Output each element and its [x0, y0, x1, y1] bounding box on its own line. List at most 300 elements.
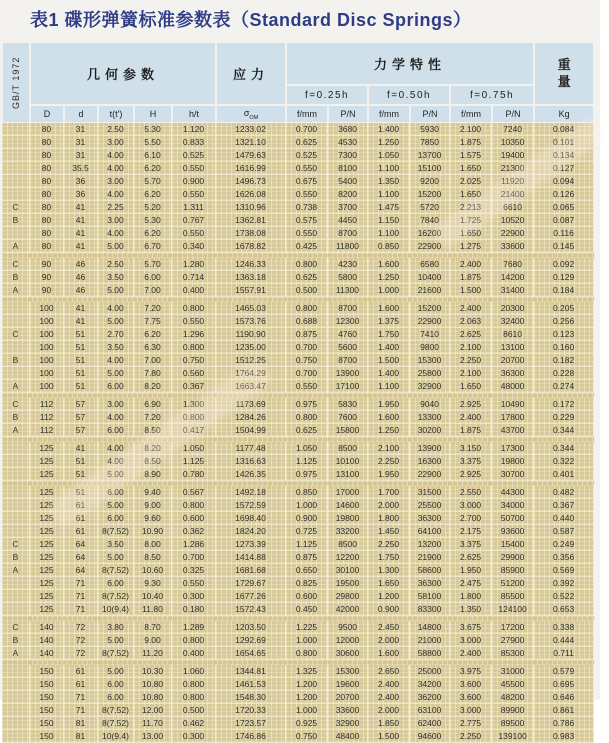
col-d: d [64, 105, 98, 123]
cell-f_050h: 1.300 [368, 564, 410, 577]
cell-t: 4.00 [98, 149, 134, 162]
cell-t: 6.00 [98, 486, 134, 499]
cell-f_025h: 0.650 [286, 564, 328, 577]
cell-p_050h: 14800 [410, 621, 450, 634]
cell-kg: 0.094 [534, 175, 594, 188]
cell-p_075h: 20300 [492, 302, 534, 315]
cell-D: 80 [30, 175, 64, 188]
cell-t: 6.00 [98, 691, 134, 704]
cell-sigma_om: 1824.20 [216, 525, 286, 538]
table-row [2, 678, 594, 691]
cell-p_025h: 7600 [328, 411, 368, 424]
cell-h_t: 1.280 [172, 258, 216, 271]
cell-kg: 0.101 [534, 136, 594, 149]
cell-H: 10.30 [134, 665, 172, 678]
col-p-050h: P/N [410, 105, 450, 123]
cell-p_050h: 9800 [410, 341, 450, 354]
cell-type: C [2, 201, 30, 214]
cell-f_025h: 0.550 [286, 188, 328, 201]
col-D: D [30, 105, 64, 123]
cell-p_075h: 31400 [492, 284, 534, 297]
cell-H: 5.50 [134, 136, 172, 149]
cell-d: 31 [64, 149, 98, 162]
header-mechanical: 力学特性 [286, 42, 534, 85]
cell-h_t: 1.296 [172, 328, 216, 341]
cell-p_075h: 13100 [492, 341, 534, 354]
cell-p_050h: 63100 [410, 704, 450, 717]
cell-type: B [2, 634, 30, 647]
cell-f_075h: 2.700 [450, 512, 492, 525]
cell-p_025h: 33200 [328, 525, 368, 538]
cell-p_025h: 8700 [328, 227, 368, 240]
cell-p_025h: 3680 [328, 123, 368, 136]
cell-p_075h: 20700 [492, 354, 534, 367]
cell-D: 100 [30, 315, 64, 328]
cell-D: 80 [30, 214, 64, 227]
cell-type [2, 455, 30, 468]
cell-d: 81 [64, 730, 98, 743]
cell-p_025h: 13900 [328, 367, 368, 380]
cell-kg: 0.123 [534, 328, 594, 341]
cell-kg: 0.695 [534, 678, 594, 691]
cell-d: 61 [64, 678, 98, 691]
cell-type [2, 302, 30, 315]
cell-f_050h: 1.700 [368, 486, 410, 499]
table-row [2, 175, 594, 188]
cell-p_025h: 4450 [328, 214, 368, 227]
cell-H: 6.10 [134, 149, 172, 162]
cell-p_050h: 10400 [410, 271, 450, 284]
cell-f_025h: 0.725 [286, 525, 328, 538]
cell-H: 6.20 [134, 162, 172, 175]
cell-p_075h: 15400 [492, 538, 534, 551]
cell-p_075h: 21300 [492, 162, 534, 175]
table-row [2, 442, 594, 455]
cell-type [2, 678, 30, 691]
cell-d: 72 [64, 621, 98, 634]
cell-h_t: 0.325 [172, 564, 216, 577]
cell-f_025h: 0.800 [286, 302, 328, 315]
cell-kg: 0.126 [534, 188, 594, 201]
cell-type: C [2, 398, 30, 411]
cell-D: 100 [30, 328, 64, 341]
cell-d: 46 [64, 271, 98, 284]
cell-p_050h: 30200 [410, 424, 450, 437]
cell-f_025h: 1.125 [286, 538, 328, 551]
cell-h_t: 0.800 [172, 691, 216, 704]
cell-p_075h: 10490 [492, 398, 534, 411]
cell-H: 5.70 [134, 175, 172, 188]
cell-p_075h: 7680 [492, 258, 534, 271]
table-row [2, 424, 594, 437]
cell-p_050h: 58100 [410, 590, 450, 603]
cell-f_025h: 0.550 [286, 380, 328, 393]
cell-p_075h: 44300 [492, 486, 534, 499]
cell-p_075h: 10350 [492, 136, 534, 149]
cell-p_050h: 9200 [410, 175, 450, 188]
cell-t: 5.00 [98, 499, 134, 512]
cell-f_050h: 1.100 [368, 227, 410, 240]
cell-f_025h: 0.925 [286, 717, 328, 730]
cell-f_075h: 2.400 [450, 302, 492, 315]
cell-H: 9.60 [134, 512, 172, 525]
cell-sigma_om: 1321.10 [216, 136, 286, 149]
cell-p_075h: 43700 [492, 424, 534, 437]
cell-sigma_om: 1426.35 [216, 468, 286, 481]
cell-f_050h: 0.850 [368, 240, 410, 253]
cell-type: C [2, 258, 30, 271]
col-h-over-t: h/t [172, 105, 216, 123]
cell-t: 2.50 [98, 123, 134, 136]
cell-t: 3.80 [98, 621, 134, 634]
cell-type: C [2, 538, 30, 551]
cell-D: 80 [30, 123, 64, 136]
cell-p_025h: 3700 [328, 201, 368, 214]
cell-d: 71 [64, 691, 98, 704]
cell-H: 9.40 [134, 486, 172, 499]
cell-sigma_om: 1190.90 [216, 328, 286, 341]
cell-D: 150 [30, 704, 64, 717]
cell-sigma_om: 1496.73 [216, 175, 286, 188]
cell-H: 7.80 [134, 367, 172, 380]
cell-p_050h: 36200 [410, 691, 450, 704]
cell-p_025h: 19600 [328, 678, 368, 691]
cell-kg: 0.646 [534, 691, 594, 704]
cell-H: 8.50 [134, 424, 172, 437]
cell-H: 8.50 [134, 551, 172, 564]
cell-D: 80 [30, 240, 64, 253]
cell-H: 8.00 [134, 538, 172, 551]
cell-h_t: 0.550 [172, 188, 216, 201]
cell-f_050h: 1.400 [368, 341, 410, 354]
cell-type: A [2, 424, 30, 437]
cell-sigma_om: 1626.08 [216, 188, 286, 201]
cell-d: 61 [64, 499, 98, 512]
cell-p_025h: 8200 [328, 188, 368, 201]
cell-kg: 0.322 [534, 455, 594, 468]
cell-f_075h: 1.725 [450, 214, 492, 227]
cell-f_075h: 2.400 [450, 411, 492, 424]
cell-f_075h: 2.475 [450, 577, 492, 590]
cell-D: 125 [30, 603, 64, 616]
cell-h_t: 0.900 [172, 175, 216, 188]
table-row [2, 149, 594, 162]
cell-h_t: 0.180 [172, 603, 216, 616]
cell-p_050h: 36300 [410, 512, 450, 525]
cell-p_050h: 31500 [410, 486, 450, 499]
cell-f_075h: 3.000 [450, 704, 492, 717]
cell-f_050h: 2.100 [368, 442, 410, 455]
cell-kg: 0.344 [534, 424, 594, 437]
table-row [2, 341, 594, 354]
cell-kg: 0.274 [534, 380, 594, 393]
cell-D: 125 [30, 468, 64, 481]
cell-H: 7.20 [134, 411, 172, 424]
cell-p_050h: 22900 [410, 468, 450, 481]
cell-p_025h: 12200 [328, 551, 368, 564]
cell-f_075h: 1.650 [450, 227, 492, 240]
cell-h_t: 0.550 [172, 227, 216, 240]
cell-type: C [2, 621, 30, 634]
cell-f_025h: 0.975 [286, 398, 328, 411]
cell-f_075h: 3.600 [450, 678, 492, 691]
disc-springs-table [2, 42, 594, 743]
col-p-025h: P/N [328, 105, 368, 123]
cell-p_025h: 7300 [328, 149, 368, 162]
cell-p_025h: 29800 [328, 590, 368, 603]
cell-type: B [2, 411, 30, 424]
cell-t: 5.00 [98, 315, 134, 328]
cell-kg: 0.587 [534, 525, 594, 538]
cell-f_075h: 1.650 [450, 162, 492, 175]
cell-t: 2.50 [98, 258, 134, 271]
cell-t: 3.50 [98, 341, 134, 354]
cell-f_075h: 1.350 [450, 603, 492, 616]
cell-D: 80 [30, 188, 64, 201]
cell-f_025h: 0.700 [286, 123, 328, 136]
cell-f_025h: 0.425 [286, 240, 328, 253]
cell-type [2, 149, 30, 162]
cell-p_050h: 15200 [410, 188, 450, 201]
cell-h_t: 1.050 [172, 442, 216, 455]
cell-d: 64 [64, 551, 98, 564]
cell-p_075h: 14200 [492, 271, 534, 284]
cell-f_075h: 1.875 [450, 424, 492, 437]
cell-f_050h: 2.650 [368, 665, 410, 678]
cell-h_t: 1.311 [172, 201, 216, 214]
cell-type: C [2, 328, 30, 341]
cell-sigma_om: 1654.65 [216, 647, 286, 660]
cell-f_025h: 0.625 [286, 136, 328, 149]
cell-kg: 0.356 [534, 551, 594, 564]
table-row [2, 162, 594, 175]
cell-d: 71 [64, 577, 98, 590]
cell-p_075h: 124100 [492, 603, 534, 616]
cell-f_050h: 1.350 [368, 175, 410, 188]
cell-f_050h: 2.450 [368, 621, 410, 634]
cell-h_t: 1.125 [172, 455, 216, 468]
cell-f_050h: 1.150 [368, 214, 410, 227]
cell-d: 36 [64, 188, 98, 201]
cell-p_075h: 48200 [492, 691, 534, 704]
cell-f_025h: 0.500 [286, 284, 328, 297]
cell-H: 10.80 [134, 691, 172, 704]
cell-f_050h: 1.850 [368, 717, 410, 730]
cell-f_025h: 1.325 [286, 665, 328, 678]
cell-p_075h: 19400 [492, 149, 534, 162]
cell-p_075h: 17300 [492, 442, 534, 455]
table-row [2, 315, 594, 328]
cell-d: 61 [64, 665, 98, 678]
cell-h_t: 0.600 [172, 512, 216, 525]
cell-d: 57 [64, 424, 98, 437]
cell-sigma_om: 1723.57 [216, 717, 286, 730]
cell-H: 8.50 [134, 455, 172, 468]
cell-type [2, 227, 30, 240]
cell-H: 9.00 [134, 499, 172, 512]
header-weight-char2: 量 [557, 73, 571, 89]
cell-f_025h: 0.875 [286, 551, 328, 564]
cell-f_025h: 0.875 [286, 328, 328, 341]
cell-kg: 0.092 [534, 258, 594, 271]
cell-p_050h: 15100 [410, 162, 450, 175]
cell-f_050h: 2.250 [368, 455, 410, 468]
cell-p_025h: 48400 [328, 730, 368, 743]
cell-f_050h: 1.050 [368, 149, 410, 162]
cell-f_025h: 0.900 [286, 512, 328, 525]
cell-type: A [2, 240, 30, 253]
cell-d: 41 [64, 442, 98, 455]
cell-kg: 0.172 [534, 398, 594, 411]
cell-H: 5.20 [134, 201, 172, 214]
cell-sigma_om: 1316.63 [216, 455, 286, 468]
cell-t: 3.00 [98, 214, 134, 227]
cell-p_025h: 15800 [328, 424, 368, 437]
cell-p_025h: 15300 [328, 665, 368, 678]
cell-f_075h: 1.500 [450, 284, 492, 297]
cell-D: 125 [30, 525, 64, 538]
cell-p_050h: 58800 [410, 647, 450, 660]
cell-kg: 0.205 [534, 302, 594, 315]
cell-H: 6.20 [134, 328, 172, 341]
col-f-075h: f/mm [450, 105, 492, 123]
table-row [2, 123, 594, 136]
cell-f_025h: 0.625 [286, 271, 328, 284]
table-row [2, 665, 594, 678]
cell-t: 10(9.4) [98, 730, 134, 743]
cell-d: 51 [64, 328, 98, 341]
cell-sigma_om: 1764.29 [216, 367, 286, 380]
cell-h_t: 0.400 [172, 284, 216, 297]
cell-D: 80 [30, 162, 64, 175]
header-weight-char1: 重 [557, 57, 571, 73]
cell-h_t: 1.300 [172, 398, 216, 411]
cell-kg: 0.228 [534, 367, 594, 380]
cell-p_075h: 50700 [492, 512, 534, 525]
cell-d: 36 [64, 175, 98, 188]
cell-h_t: 0.550 [172, 162, 216, 175]
cell-H: 6.20 [134, 188, 172, 201]
cell-type: A [2, 284, 30, 297]
cell-f_075h: 2.625 [450, 551, 492, 564]
cell-H: 5.70 [134, 258, 172, 271]
table-row [2, 486, 594, 499]
cell-f_025h: 1.050 [286, 442, 328, 455]
cell-h_t: 0.525 [172, 149, 216, 162]
cell-d: 71 [64, 590, 98, 603]
cell-H: 11.20 [134, 647, 172, 660]
cell-kg: 0.134 [534, 149, 594, 162]
cell-f_075h: 1.875 [450, 271, 492, 284]
cell-p_050h: 21600 [410, 284, 450, 297]
cell-f_050h: 1.800 [368, 512, 410, 525]
cell-sigma_om: 1746.86 [216, 730, 286, 743]
cell-f_050h: 1.450 [368, 525, 410, 538]
cell-f_025h: 1.000 [286, 704, 328, 717]
header-geometry: 几何参数 [30, 42, 216, 105]
cell-kg: 0.084 [534, 123, 594, 136]
cell-sigma_om: 1465.03 [216, 302, 286, 315]
cell-kg: 0.087 [534, 214, 594, 227]
cell-t: 5.00 [98, 367, 134, 380]
table-row [2, 512, 594, 525]
cell-sigma_om: 1362.81 [216, 214, 286, 227]
cell-type: B [2, 214, 30, 227]
table-row [2, 354, 594, 367]
table-row [2, 634, 594, 647]
cell-type [2, 188, 30, 201]
cell-p_075h: 19800 [492, 455, 534, 468]
cell-t: 4.00 [98, 162, 134, 175]
table-row [2, 603, 594, 616]
cell-sigma_om: 1235.00 [216, 341, 286, 354]
cell-p_050h: 64100 [410, 525, 450, 538]
cell-f_025h: 0.750 [286, 354, 328, 367]
cell-t: 4.00 [98, 227, 134, 240]
col-sigma-om: $\sigma_{OM}$ [216, 105, 286, 123]
cell-type: B [2, 271, 30, 284]
table-row [2, 730, 594, 743]
cell-d: 51 [64, 341, 98, 354]
cell-p_025h: 32900 [328, 717, 368, 730]
cell-f_050h: 1.600 [368, 258, 410, 271]
table-row [2, 227, 594, 240]
cell-f_025h: 0.550 [286, 162, 328, 175]
cell-f_075h: 3.675 [450, 621, 492, 634]
cell-p_025h: 8500 [328, 442, 368, 455]
cell-p_075h: 6610 [492, 201, 534, 214]
cell-kg: 0.444 [534, 634, 594, 647]
cell-p_075h: 33600 [492, 240, 534, 253]
cell-p_050h: 22900 [410, 315, 450, 328]
cell-f_050h: 1.400 [368, 367, 410, 380]
cell-D: 150 [30, 691, 64, 704]
table-row [2, 201, 594, 214]
cell-p_050h: 13900 [410, 442, 450, 455]
cell-d: 31 [64, 123, 98, 136]
cell-D: 90 [30, 284, 64, 297]
cell-d: 41 [64, 227, 98, 240]
cell-p_025h: 13100 [328, 468, 368, 481]
cell-p_025h: 5800 [328, 271, 368, 284]
cell-f_075h: 1.950 [450, 564, 492, 577]
cell-type: A [2, 564, 30, 577]
cell-p_075h: 31000 [492, 665, 534, 678]
cell-type [2, 704, 30, 717]
cell-h_t: 0.500 [172, 704, 216, 717]
cell-p_075h: 27900 [492, 634, 534, 647]
cell-kg: 0.569 [534, 564, 594, 577]
cell-kg: 0.482 [534, 486, 594, 499]
cell-f_025h: 0.700 [286, 341, 328, 354]
table-row [2, 302, 594, 315]
cell-sigma_om: 1414.88 [216, 551, 286, 564]
cell-type [2, 603, 30, 616]
cell-type [2, 162, 30, 175]
cell-p_025h: 11800 [328, 240, 368, 253]
cell-p_025h: 8500 [328, 538, 368, 551]
table-row [2, 525, 594, 538]
cell-sigma_om: 1573.76 [216, 315, 286, 328]
cell-type [2, 468, 30, 481]
cell-H: 7.75 [134, 315, 172, 328]
cell-p_050h: 7840 [410, 214, 450, 227]
cell-f_050h: 1.600 [368, 302, 410, 315]
cell-p_050h: 36300 [410, 577, 450, 590]
cell-H: 5.30 [134, 123, 172, 136]
cell-d: 57 [64, 411, 98, 424]
cell-d: 46 [64, 258, 98, 271]
